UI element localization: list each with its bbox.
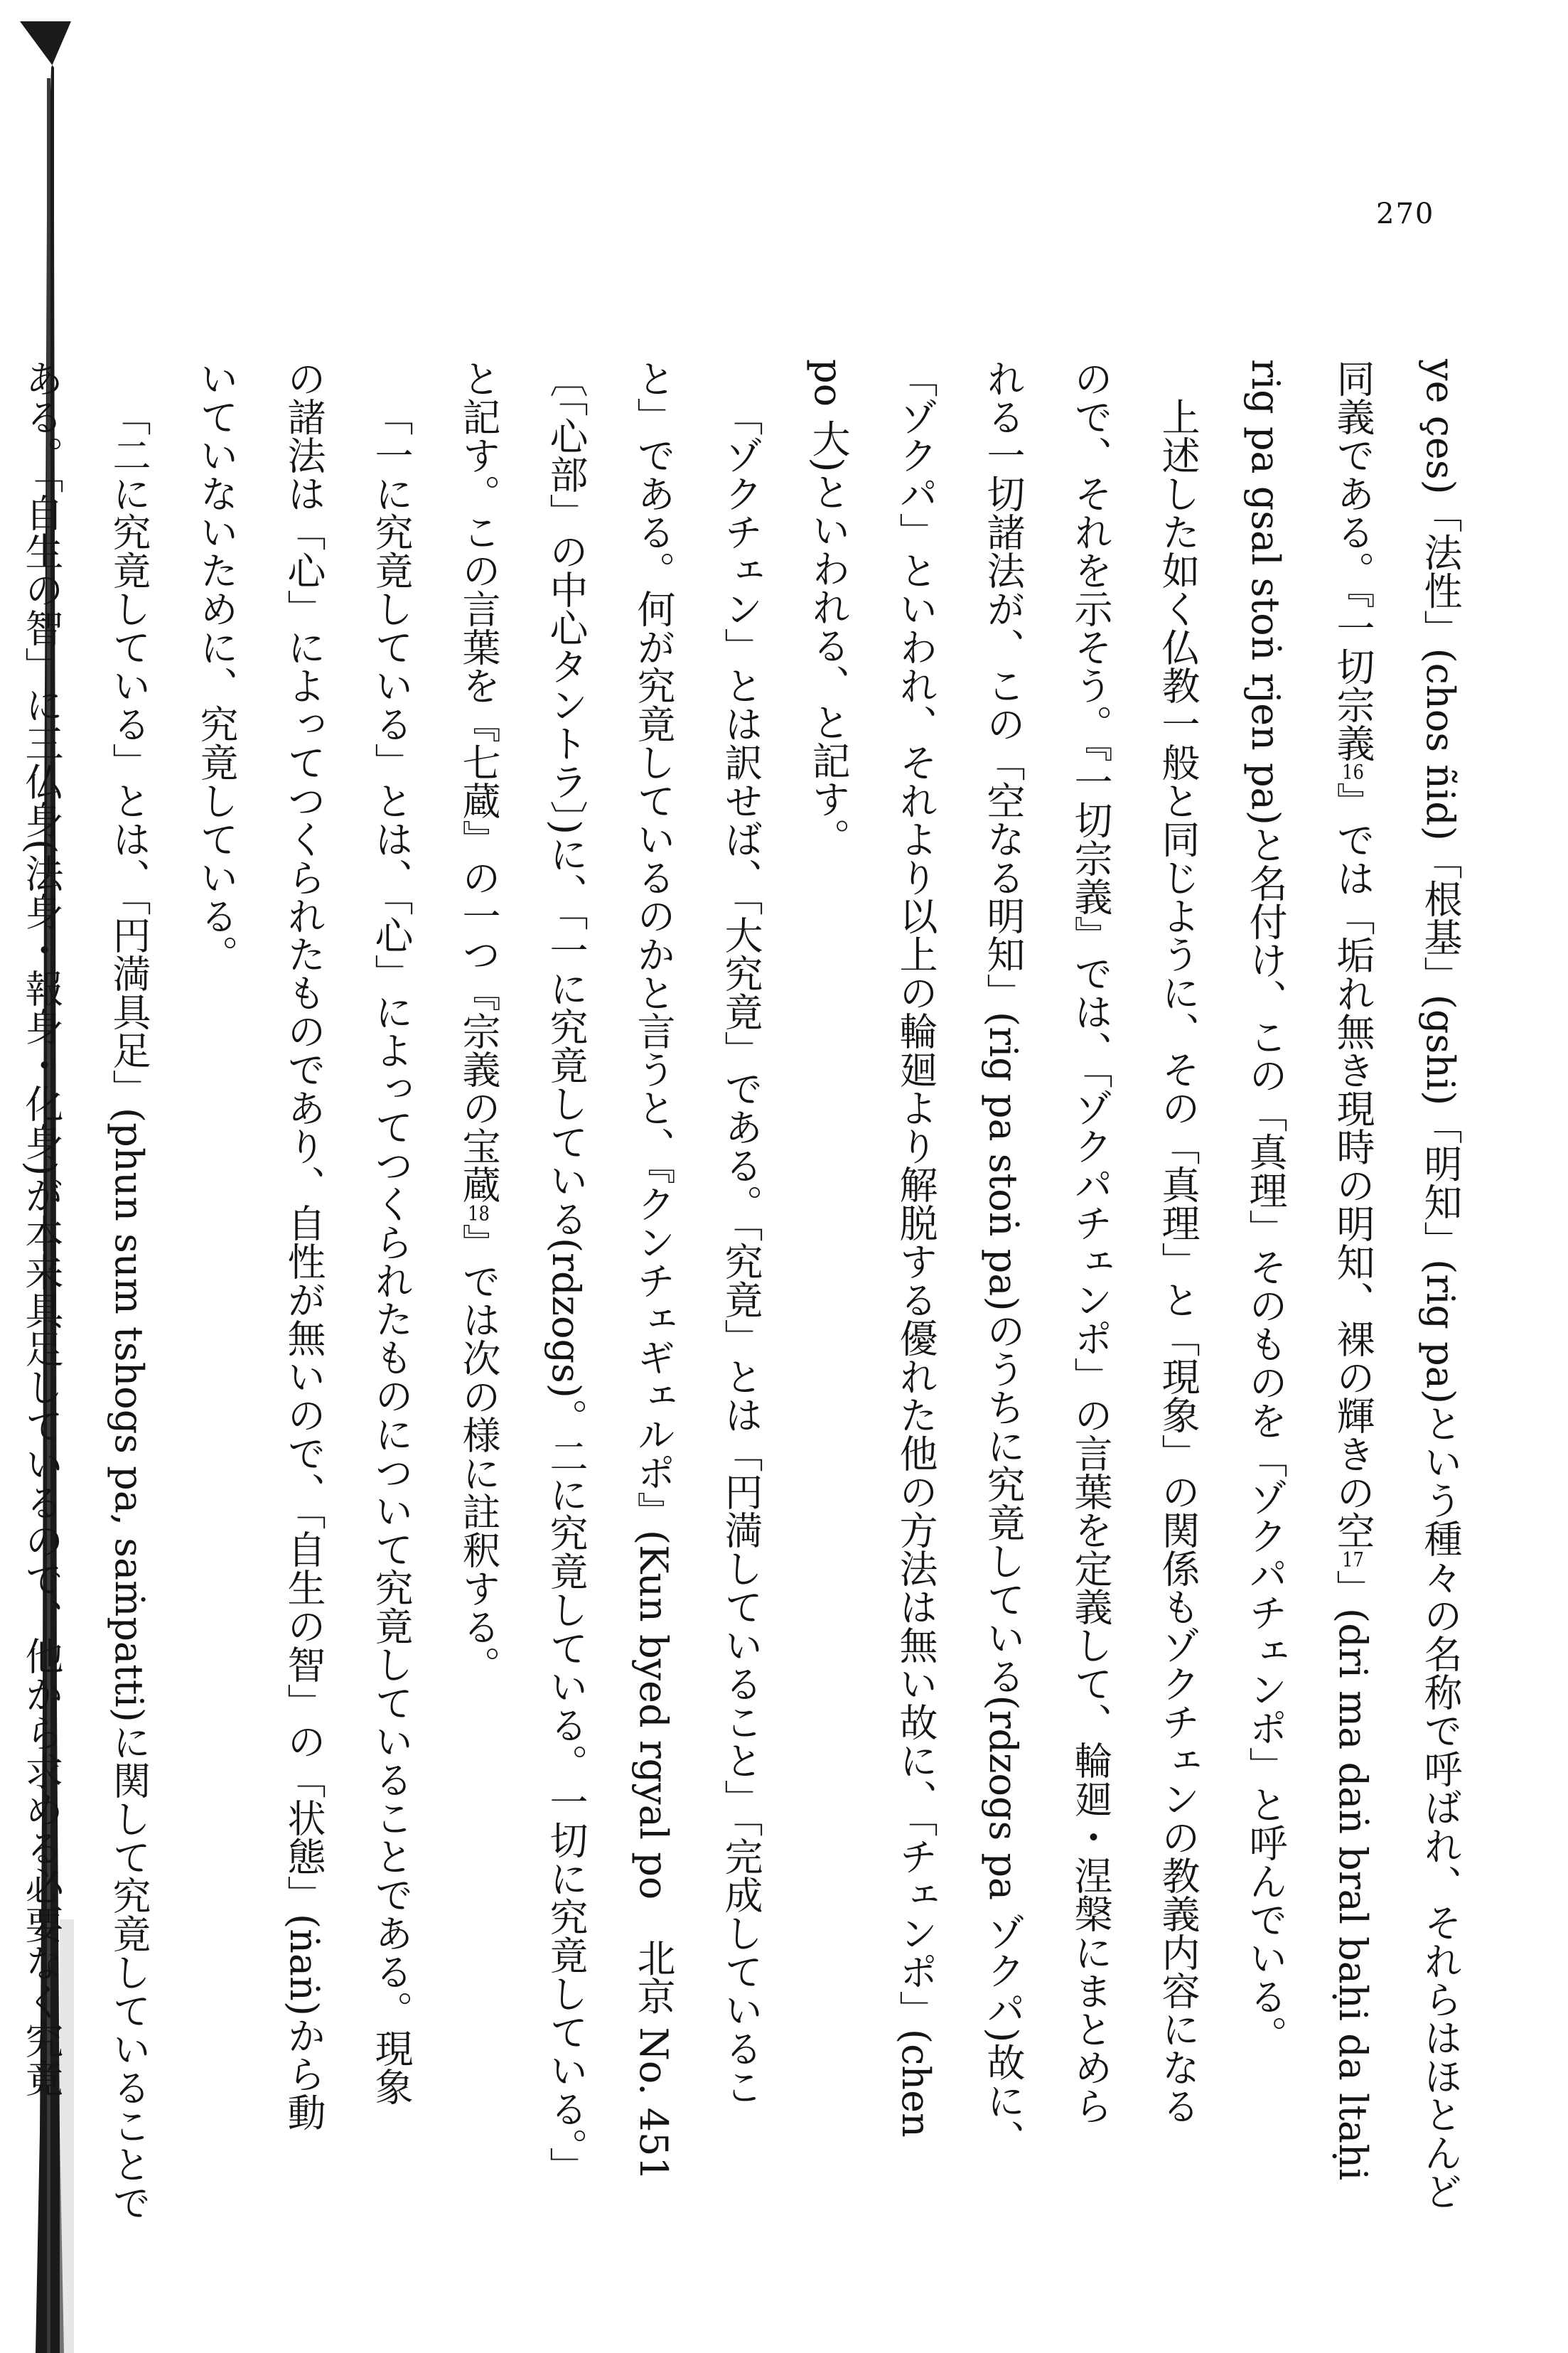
text-column: 「ゾクチェン」とは訳せば、「大究竟」である。「究竟」とは「円満していること」「完成しているこ	[719, 397, 763, 2106]
text-column: rig pa gsal stoṅ rjen pa)と名付け、この「真理」そのものを「ゾクパチェンポ」と呼んでいる。	[1243, 359, 1288, 2054]
text-column: 同義である。『一切宗義16』では「垢れ無き現時の明知、裸の輝きの空17」(dri ma daṅ bral baḥi da ltaḥi	[1331, 359, 1375, 2181]
text-column: ある。「自生の智」に三仏身(法身・報身・化身)が本来具足しているので、他から求める必要なく究竟	[19, 359, 64, 2098]
text-column: 「一に究竟している」とは、「心」によってつくられたものについて究竟していることである。現象	[369, 397, 414, 2106]
text-column: 「二に究竟している」とは、「円満具足」(phun sum tshogs pa, saṁpatti)に関して究竟していることで	[107, 397, 151, 2221]
page-number: 270	[1376, 198, 1435, 230]
text-column: 上述した如く仏教一般と同じように、その「真理」と「現象」の関係もゾクチェンの教義内容になる	[1156, 397, 1201, 2125]
text-column: と」である。何が究竟しているのかと言うと、『クンチェギェルポ』(Kun byed rgyal po 北京 No. 451	[631, 359, 676, 2181]
text-column: 「ゾクパ」といわれ、それより以上の輪廻より解脱する優れた他の方法は無い故に、「チェンポ」(chen	[893, 359, 938, 2138]
text-column: れる一切諸法が、この「空なる明知」(rig pa stoṅ pa)のうちに究竟している(rdzogs pa ゾクパ)故に、	[981, 359, 1026, 2158]
text-column: po 大)といわれる、と記す。	[806, 359, 851, 857]
text-column: 〔「心部」の中心タントラ〕)に、「一に究竟している(rdzogs)。二に究竟している。一切に究竟している。」	[544, 359, 589, 2185]
note-marker: 16	[1342, 762, 1364, 782]
note-marker: 18	[468, 1204, 490, 1223]
text-column: ye çes)「法性」(chos ñid)「根基」(gshi)「明知」(rig pa)という種々の名称で呼ばれ、それらはほとんど	[1418, 359, 1463, 2210]
note-marker: 17	[1342, 1550, 1364, 1570]
text-column: ので、それを示そう。『一切宗義』では、「ゾクパチェンポ」の言葉を定義して、輪廻・涅槃にまとめら	[1068, 359, 1113, 2125]
text-column: と記す。この言葉を『七蔵』の一つ『宗義の宝蔵18』では次の様に註釈する。	[456, 359, 501, 1684]
text-column: いていないために、究竟している。	[194, 359, 239, 973]
text-column: の諸法は「心」によってつくられたものであり、自性が無いので、「自生の智」の「状態」(ṅaṅ)から動	[281, 359, 326, 2131]
vertical-text-block	[0, 359, 1484, 2342]
